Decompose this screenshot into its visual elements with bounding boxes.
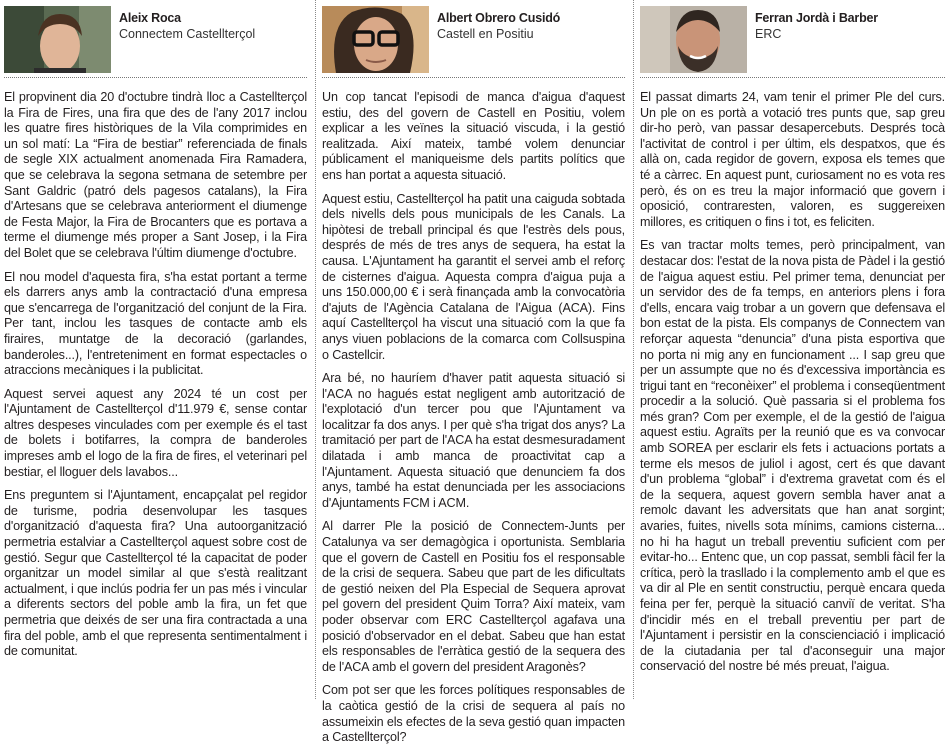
paragraph: Aquest servei aquest any 2024 té un cost per l'Ajuntament de Castellterçol d'11.979 €, sense contar altres despeses vinculades com per exemple és el tast de bolets i botifarres, la compra de banderoles impreses amb el logo de la fira de fires, el veterinari pel bestiar, el lloguer dels lavabos... <box>4 386 307 479</box>
opinion-column-1 <box>4 0 307 699</box>
paragraph: El propvinent dia 20 d'octubre tindrà lloc a Castellterçol la Fira de Fires, una fira que des de l'any 2017 inclou les quatre fires històriques de la Vila comprimides en un sol matí: La “Fira de bestiar” referenciada de finals de segle XIX actualment anomenada Fira Ramadera, que se celebrava la segona setmana de setembre per Sant Galdric (patró dels pagesos catalans), la Fira d'Artesans que se celebrava anteriorment el diumenge de Festa Major, la Fira de Brocanters que es portava a terme el diumenge més proper a Sant Josep, i la Fira del Bolet que se celebrava l'últim diumenge d'octubre. <box>4 90 307 260</box>
paragraph: El nou model d'aquesta fira, s'ha estat portant a terme els darrers anys amb la contractació d'una empresa que s'encarrega de l'organització del conjunt de la Fira. Per tant, inclou les tasques de contacte amb els firaires, muntatge de la decoració (garlandes, banderoles...), l'entreteniment en format espectacles o atraccions mecàniques i la publicitat. <box>4 269 307 378</box>
paragraph: Un cop tancat l'episodi de manca d'aigua d'aquest estiu, des del govern de Castell en Positiu, volem explicar a les veïnes la situació viscuda, i la gestió realitzada. Així mateix, també volem denunciar públicament el maniqueisme dels partits polítics que ens han portat a aquesta situació. <box>322 90 625 182</box>
author-party: Castell en Positiu <box>437 27 534 41</box>
column-divider <box>633 0 634 699</box>
header-divider <box>640 77 945 78</box>
paragraph: Al darrer Ple la posició de Connectem-Junts per Catalunya va ser demagògica i oportunista. Semblaria que el govern de Castell en Positiu fos el responsable de la crisi de sequera. Sabeu que part de les dificultats de gestió neixen del Pla Especial de Sequera aprovat pel govern del president Quim Torra? Així mateix, vam poder observar com ERC Castellterçol agafava una posició d'observador en el debat. Sabeu que han estat els responsables de l'erràtica gestió de la sequera des de l'ACA amb el govern del president Aragonès? <box>322 519 625 674</box>
paragraph: Es van tractar molts temes, però principalment, van destacar dos: l'estat de la nova pista de Pàdel i la gestió de l'aigua aquest estiu. Pel primer tema, denunciat per un servidor des de fa temps, en anteriors plens i fora d'ells, encara vaig trobar a un govern que defensava el bon estat de la pista. Els companys de Connectem van reforçar aquesta “denuncia” d'una pista esportiva que no porta ni mig any en funcionament ... I sap greu que per un assumpte que no és d'excessiva importància es trigui tant en “reconèixer” el problema i conseqüentment procedir a la solució. Què passaria si el problema fos més gran? Com per exemple, el de la gestió de l'aigua aquest estiu. Agraïts per la reunió que es va convocar amb SOREA per esclarir els fets i actuacions portats a terme els mesos de juliol i agost, cert és que davant d'un problema “global” i d'extrema gravetat com és el de la sequera, aquest govern sembla haver anat a remolc davant les adversitats que han anat sorgint; avaries, fuites, nivells sota mínims, camions cisterna... no hi ha hagut un treball preventiu suficient com per evitar-ho... Entenc que, un cop passat, sembli fàcil fer la crítica, però la trasllado i la complemento amb el que es va dir al Ple en sentit constructiu, perquè encara queda feina per fer, perquè la situació canviï de veritat. S'ha d'incidir més en el treball preventiu per part de l'Ajuntament i persistir en la conscienciació i implicació de la ciutadania per tal d'aconseguir una major conservació del nostre bé més preuat, l'aigua. <box>640 238 945 674</box>
paragraph: Aquest estiu, Castellterçol ha patit una caiguda sobtada dels nivells dels pous municipals de les Canals. La hipòtesi de treball principal és que l'estrès dels pous, després de més de tres anys de sequera, ha estat la causa. L'Ajuntament ha garantit el servei amb el reforç de cisternes d'aigua. Aquesta compra d'aigua puja a uns 150.000,00 € i serà finançada amb la convocatòria d'ajuts de l'Agència Catalana de l'Aigua (ACA). Fins aquí Castellterçol ha viscut una situació com la que fa anys viuen poblacions de la comarca com Collsuspina o Castellcir. <box>322 191 625 362</box>
author-name: Ferran Jordà i Barber <box>755 11 878 25</box>
author-party: Connectem Castellterçol <box>119 27 256 41</box>
author-photo <box>4 6 111 73</box>
author-name: Albert Obrero Cusidó <box>437 11 561 25</box>
article-body <box>640 90 945 683</box>
opinion-column-3 <box>640 0 945 699</box>
paragraph: El passat dimarts 24, vam tenir el primer Ple del curs. Un ple on es portà a votació tres punts que, sap greu dir-ho però, van passar desapercebuts. Després tocà l'activitat de control i per últim, els despatxos, que és allà on, cada regidor de govern, exposa els temes que té a càrrec. En aquest punt, curiosament no es vota res però, és on es treu la major informació que govern i oposició, contraresten, valoren, es suggereixen millores, es critiquen o fins i tot, es feliciten. <box>640 90 945 229</box>
paragraph: Ens preguntem si l'Ajuntament, encapçalat pel regidor de turisme, podria desenvolupar les tasques d'organització d'aquesta fira? Una autoorganització permetria estalviar a Castellterçol aquest sobre cost de gestió. Segur que Castellterçol té la capacitat de poder organitzar un model similar al que s'està realitzant actualment, i que inclús podria fer un pas més i vincular a diferents sectors del poble amb la fira, un fet que permetria que deixés de ser una fira contractada a una fira del poble, amb el que representa sentimentalment i de comunitat. <box>4 488 307 659</box>
column-divider <box>315 0 316 699</box>
header-divider <box>4 77 307 78</box>
article-body <box>4 90 307 668</box>
author-name: Aleix Roca <box>119 11 181 25</box>
paragraph: Com pot ser que les forces polítiques responsables de la caòtica gestió de la crisi de sequera al país no assumeixin els efectes de la seva gestió quan impacten a Castellterçol? <box>322 683 625 745</box>
author-photo <box>322 6 429 73</box>
paragraph: Ara bé, no hauríem d'haver patit aquesta situació si l'ACA no hagués estat negligent amb autorització de l'explotació d'un tercer pou que l'Ajuntament va localitzar fa dos anys. I per què s'ha trigat dos anys? La tramitació per part de l'ACA ha estat desmesuradament dilatada i amb manca de proactivitat cap a l'Ajuntament. Aquesta situació que denunciem fa dos anys, també ha estat denunciada per les associacions d'Ajuntaments FCM i ACM. <box>322 371 625 510</box>
author-party: ERC <box>755 27 782 41</box>
opinion-column-2 <box>322 0 625 745</box>
header-divider <box>322 77 625 78</box>
article-body <box>322 90 625 754</box>
author-photo <box>640 6 747 73</box>
